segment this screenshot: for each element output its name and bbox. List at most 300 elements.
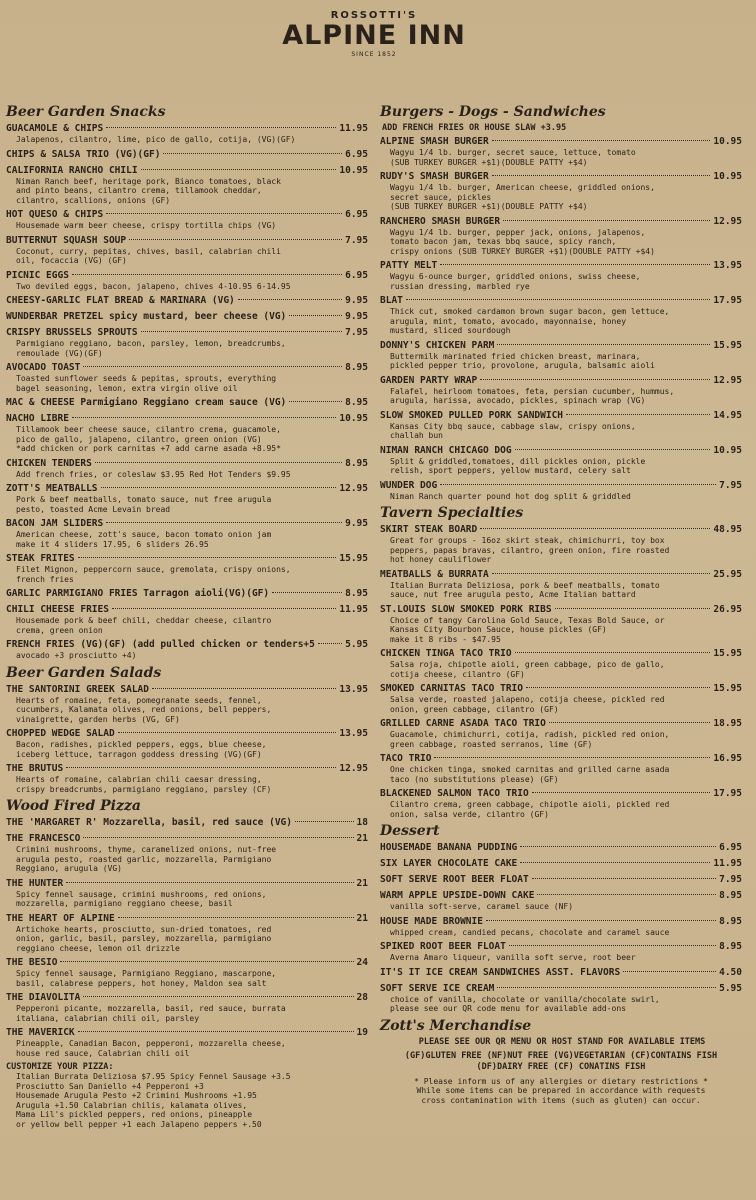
menu-item — [6, 878, 368, 909]
menu-item-price: 48.95 — [713, 524, 742, 535]
menu-item-price: 8.95 — [719, 890, 742, 901]
menu-item-name: THE DIAVOLITA — [6, 992, 81, 1003]
menu-item-price: 8.95 — [719, 941, 742, 952]
menu-item-name: HOUSEMADE BANANA PUDDING — [380, 842, 518, 853]
menu-item-row — [380, 295, 742, 307]
menu-item-price: 26.95 — [713, 603, 742, 615]
dot-leader — [106, 213, 342, 214]
dot-leader — [60, 961, 353, 962]
menu-item-row — [6, 588, 368, 600]
section-title-pizza: Wood Fired Pizza — [6, 798, 141, 814]
menu-item — [6, 1027, 368, 1058]
menu-item-name: ST.LOUIS SLOW SMOKED PORK RIBS — [380, 603, 552, 615]
menu-item-name: GUACAMOLE & CHIPS — [6, 123, 104, 134]
section-title-snacks: Beer Garden Snacks — [6, 104, 166, 120]
menu-item — [6, 957, 368, 988]
menu-item-row — [380, 874, 742, 886]
dot-leader — [555, 608, 711, 609]
menu-item — [380, 410, 742, 441]
menu-item — [6, 413, 368, 454]
menu-item-desc: Wagyu 1/4 lb. burger, secret sauce, lettuce, tomato (SUB TURKEY BURGER +$1)(DOUBLE PATTY +$4) — [390, 148, 636, 167]
menu-item-price: 10.95 — [713, 171, 742, 182]
menu-item — [380, 874, 742, 886]
menu-item-row — [6, 123, 368, 135]
menu-item-price: 11.95 — [339, 123, 368, 134]
menu-item — [380, 941, 742, 963]
menu-item — [380, 136, 742, 167]
menu-item-row — [6, 311, 368, 323]
menu-item — [6, 728, 368, 759]
menu-item-desc: Guacamole, chimichurri, cotija, radish, pickled red onion, green cabbage, roasted serranos, lime (GF) — [390, 730, 670, 749]
menu-item-desc: Falafel, heirloom tomatoes, feta, persian cucumber, hummus, arugula, harissa, avocado, pickles, spinach wrap (VG) — [390, 386, 675, 405]
menu-item — [6, 588, 368, 600]
menu-item-row — [6, 397, 368, 409]
dot-leader — [492, 140, 711, 141]
menu-item — [6, 270, 368, 292]
menu-item — [380, 890, 742, 912]
menu-item-row — [380, 136, 742, 148]
salads-list — [6, 684, 368, 795]
menu-item-row — [6, 763, 368, 775]
menu-item-row — [6, 165, 368, 177]
dot-leader — [532, 878, 716, 879]
dot-leader — [509, 945, 716, 946]
menu-item-name: WARM APPLE UPSIDE-DOWN CAKE — [380, 890, 535, 901]
menu-item-name: WUNDER DOG — [380, 479, 438, 491]
menu-item-row — [6, 362, 368, 374]
menu-item-desc: Wagyu 6-ounce burger, griddled onions, swiss cheese, russian dressing, marbled rye — [390, 272, 641, 291]
menu-item-desc: Wagyu 1/4 lb. burger, American cheese, griddled onions, secret sauce, pickles (SUB TURKEY BURGER +$1)(DOUBLE PATTY +$4) — [390, 183, 655, 211]
menu-item — [6, 684, 368, 725]
menu-item-row — [6, 458, 368, 470]
menu-item-name: THE SANTORINI GREEK SALAD — [6, 683, 149, 695]
menu-item-row — [6, 518, 368, 530]
menu-item-row — [380, 410, 742, 422]
menu-item-name: THE 'MARGARET R' Mozzarella, basil, red sauce (VG) — [6, 817, 292, 828]
menu-item-price: 11.95 — [713, 858, 742, 869]
dot-leader — [163, 153, 342, 154]
menu-item — [380, 480, 742, 502]
menu-item-row — [6, 149, 368, 161]
dot-leader — [549, 722, 711, 723]
menu-item — [380, 842, 742, 854]
menu-item-desc: Spicy fennel sausage, Parmigiano Reggiano, mascarpone, basil, calabrese peppers, hot honey, Maldon sea salt — [16, 969, 277, 988]
section-title-tavern: Tavern Specialties — [380, 505, 524, 521]
menu-item-name: CHEESY-GARLIC FLAT BREAD & MARINARA (VG) — [6, 295, 235, 306]
menu-item-row — [380, 718, 742, 730]
menu-item-name: SMOKED CARNITAS TACO TRIO — [380, 683, 523, 694]
menu-item-row — [380, 941, 742, 953]
menu-item-price: 7.95 — [345, 327, 368, 338]
dot-leader — [106, 127, 336, 128]
dot-leader — [497, 987, 716, 988]
menu-item — [380, 295, 742, 336]
menu-item-price: 12.95 — [713, 215, 742, 227]
menu-item-row — [380, 216, 742, 228]
menu-item-row — [380, 480, 742, 492]
menu-item-name: FRENCH FRIES (VG)(GF) (add pulled chicken or tenders+5 — [6, 639, 315, 650]
dot-leader — [83, 366, 342, 367]
menu-item-price: 9.95 — [345, 311, 368, 322]
menu-item-name: PATTY MELT — [380, 260, 438, 271]
menu-item-name: RANCHERO SMASH BURGER — [380, 215, 501, 227]
menu-item-name: CALIFORNIA RANCHO CHILI — [6, 164, 138, 176]
menu-item-row — [380, 967, 742, 979]
dot-leader — [434, 757, 710, 758]
menu-item-name: ZOTT'S MEATBALLS — [6, 483, 98, 494]
menu-item-price: 5.95 — [719, 982, 742, 994]
menu-item-price: 8.95 — [345, 397, 368, 408]
section-title-merch: Zott's Merchandise — [380, 1017, 532, 1034]
menu-item — [380, 858, 742, 870]
dot-leader — [83, 996, 353, 997]
menu-item-name: GARDEN PARTY WRAP — [380, 374, 478, 386]
dot-leader — [515, 449, 711, 450]
menu-item-name: THE BRUTUS — [6, 763, 64, 774]
menu-item-name: ALPINE SMASH BURGER — [380, 136, 489, 147]
menu-item-name: BLAT — [380, 295, 403, 306]
menu-item-desc: Hearts of romaine, calabrian chili caesar dressing, crispy breadcrumbs, parmigiano reggiano, parsley (CF) — [16, 775, 272, 794]
menu-item-desc: Parmigiano reggiano, bacon, parsley, lemon, breadcrumbs, remoulade (VG)(GF) — [16, 339, 286, 358]
menu-item-desc: Hearts of romaine, feta, pomegranate seeds, fennel, cucumbers, Kalamata olives, red onions, bell peppers, vinaigrette, garden herbs (VG, GF) — [16, 695, 272, 724]
menu-item-desc: Artichoke hearts, prosciutto, sun-dried tomatoes, red onion, garlic, basil, parsley, mozzarella, parmigiano reggiano cheese, lemon oil drizzle — [16, 924, 272, 953]
menu-item-row — [380, 983, 742, 995]
menu-item-desc: Bacon, radishes, pickled peppers, eggs, blue cheese, iceberg lettuce, tarragon goddess dressing (VG)(GF) — [16, 740, 267, 759]
menu-item-price: 13.95 — [339, 683, 368, 695]
menu-item-price: 6.95 — [345, 148, 368, 160]
menu-item-desc: Toasted sunflower seeds & pepitas, sprouts, everything bagel seasoning, lemon, extra virgin olive oil — [16, 374, 277, 393]
menu-item-price: 12.95 — [339, 763, 368, 774]
dot-leader — [78, 557, 337, 558]
menu-item-price: 24 — [356, 957, 368, 968]
menu-item-name: NACHO LIBRE — [6, 413, 69, 424]
menu-item-row — [380, 858, 742, 870]
menu-item-price: 28 — [356, 992, 368, 1003]
menu-item-desc: Niman Ranch quarter pound hot dog split & griddled — [390, 491, 631, 501]
menu-item-price: 21 — [356, 877, 368, 889]
dot-leader — [238, 299, 342, 300]
menu-item-desc: Jalapenos, cilantro, lime, pico de gallo, cotija, (VG)(GF) — [16, 135, 296, 144]
menu-item-price: 9.95 — [345, 295, 368, 306]
menu-item-price: 14.95 — [713, 409, 742, 421]
menu-item — [6, 397, 368, 409]
menu-item — [380, 983, 742, 1014]
dot-leader — [141, 331, 343, 332]
menu-item-row — [6, 295, 368, 307]
dot-leader — [520, 862, 710, 863]
menu-item-desc: Pineapple, Canadian Bacon, pepperoni, mozzarella cheese, house red sauce, Calabrian chili oil — [16, 1039, 286, 1058]
menu-item-price: 9.95 — [345, 518, 368, 529]
merch-note: PLEASE SEE OUR QR MENU OR HOST STAND FOR AVAILABLE ITEMS — [418, 1036, 706, 1047]
menu-item-name: NIMAN RANCH CHICAGO DOG — [380, 444, 512, 456]
menu-item-desc: Salsa roja, chipotle aioli, green cabbage, pico de gallo, cotija cheese, cilantro (GF) — [390, 660, 665, 679]
menu-item-desc: Add french fries, or coleslaw $3.95 Red Hot Tenders $9.95 — [16, 469, 291, 479]
dot-leader — [480, 528, 710, 529]
menu-item-name: BUTTERNUT SQUASH SOUP — [6, 234, 127, 246]
menu-item — [380, 171, 742, 212]
menu-item-desc: Two deviled eggs, bacon, jalapeno, chives 4-10.95 6-14.95 — [16, 281, 291, 291]
menu-item-desc: whipped cream, candied pecans, chocolate and caramel sauce — [390, 927, 670, 937]
menu-item — [380, 683, 742, 714]
menu-item-desc: Spicy fennel sausage, crimini mushrooms, red onions, mozzarella, parmigiano reggiano cheese, basil — [16, 889, 267, 908]
dot-leader — [537, 894, 716, 895]
menu-item-row — [380, 569, 742, 581]
dot-leader — [566, 414, 710, 415]
menu-item-name: THE FRANCESCO — [6, 833, 81, 844]
menu-item-desc: Crimini mushrooms, thyme, caramelized onions, nut-free arugula pesto, roasted garlic, mozzarella, Parmigiano Reggiano, arugula (VG) — [16, 845, 277, 873]
menu-item-desc: Thick cut, smoked cardamon brown sugar bacon, gem lettuce, arugula, mint, tomato, avocado, mayonnaise, honey mustard, sliced sourdough — [390, 307, 670, 335]
brand-top-text: ROSSOTTI'S — [330, 10, 418, 21]
menu-item-row — [6, 684, 368, 696]
dot-leader — [78, 1031, 354, 1032]
customize-pizza-title: CUSTOMIZE YOUR PIZZA: — [6, 1062, 114, 1072]
menu-item-row — [6, 817, 368, 829]
dot-leader — [72, 417, 336, 418]
dot-leader — [492, 573, 711, 574]
menu-item — [380, 753, 742, 784]
menu-item-row — [6, 878, 368, 890]
menu-item-price: 12.95 — [339, 483, 368, 494]
right-column — [380, 102, 742, 1129]
menu-item — [380, 260, 742, 291]
dot-leader — [101, 487, 337, 488]
menu-item-desc: Choice of tangy Carolina Gold Sauce, Texas Bold Sauce, or Kansas City Bourbon Sauce, house pickles (GF) make it 8 ribs - $47.95 — [390, 615, 665, 644]
dot-leader — [295, 821, 354, 822]
menu-item — [380, 569, 742, 600]
menu-item-price: 18.95 — [713, 718, 742, 729]
menu-item-desc: Housemade warm beer cheese, crispy tortilla chips (VG) — [16, 221, 277, 230]
menu-item-row — [6, 957, 368, 969]
menu-item-row — [6, 913, 368, 925]
menu-item-name: BLACKENED SALMON TACO TRIO — [380, 788, 529, 799]
menu-item — [6, 235, 368, 266]
dot-leader — [520, 846, 716, 847]
menu-item-price: 10.95 — [713, 136, 742, 147]
menu-item — [6, 763, 368, 794]
dot-leader — [272, 592, 342, 593]
section-title-dessert: Dessert — [380, 823, 440, 839]
dot-leader — [532, 792, 711, 793]
menu-item-desc: Pork & beef meatballs, tomato sauce, nut free arugula pesto, toasted Acme Levain bread — [16, 495, 272, 514]
dot-leader — [526, 687, 710, 688]
menu-item — [6, 817, 368, 829]
menu-item-name: SOFT SERVE ROOT BEER FLOAT — [380, 874, 529, 885]
menu-item-name: HOUSE MADE BROWNIE — [380, 915, 483, 927]
menu-item — [6, 992, 368, 1023]
menu-item-name: CHIPS & SALSA TRIO (VG)(GF) — [6, 148, 161, 160]
dessert-list — [380, 842, 742, 1014]
menu-item-name: WUNDERBAR PRETZEL spicy mustard, beer cheese (VG) — [6, 311, 287, 322]
menu-item-row — [380, 524, 742, 536]
dot-leader — [503, 220, 710, 221]
menu-item-name: SIX LAYER CHOCOLATE CAKE — [380, 858, 518, 869]
menu-item-desc: Tillamook beer cheese sauce, cilantro crema, guacamole, pico de gallo, jalapeno, cilantro, green onion (VG) *add chicken or pork carnitas +7 add carne asada +8.95* — [16, 425, 281, 453]
menu-item — [6, 604, 368, 635]
menu-item-name: DONNY'S CHICKEN PARM — [380, 339, 495, 351]
menu-item-row — [6, 639, 368, 651]
menu-item-price: 13.95 — [713, 260, 742, 271]
menu-item — [6, 295, 368, 307]
menu-item-desc: Buttermilk marinated fried chicken breast, marinara, pickled pepper trio, provolone, arugula, balsamic aioli — [390, 351, 655, 370]
menu-item-row — [6, 992, 368, 1004]
menu-item — [6, 123, 368, 145]
menu-item — [6, 311, 368, 323]
menu-item-name: THE BESIO — [6, 957, 58, 968]
menu-item-row — [380, 890, 742, 902]
menu-item-price: 10.95 — [339, 164, 368, 176]
menu-item — [6, 458, 368, 480]
menu-item-name: IT'S IT ICE CREAM SANDWICHES ASST. FLAVORS — [380, 966, 621, 978]
menu-item-desc: Split & griddled,tomatoes, dill pickles onion, pickle relish, sport peppers, yellow mustard, celery salt — [390, 456, 646, 475]
menu-item-name: THE HUNTER — [6, 877, 64, 889]
dot-leader — [66, 767, 336, 768]
menu-item-name: TACO TRIO — [380, 753, 432, 764]
menu-item — [380, 916, 742, 938]
menu-item — [380, 340, 742, 371]
menu-item-desc: Housemade pork & beef chili, cheddar cheese, cilantro crema, green onion — [16, 616, 272, 635]
pizza-list — [6, 817, 368, 1058]
dot-leader — [72, 274, 342, 275]
customize-pizza-desc: Italian Burrata Deliziosa $7.95 Spicy Fennel Sausage +3.5 Prosciutto San Daniello +4 Pepperoni +3 Housemade Arugula Pesto +2 Crimini Mushrooms +1.95 Arugula +1.50 Calabrian chilis, kalamata olives, Mama Lil's pickled peppers, red onions, pineapple or yellow bell pepper +1 each Jalapeno peppers +.50 — [16, 1072, 291, 1129]
dot-leader — [497, 344, 710, 345]
menu-item-row — [380, 171, 742, 183]
dot-leader — [623, 971, 716, 972]
dot-leader — [118, 732, 337, 733]
menu-item-price: 7.95 — [719, 479, 742, 491]
menu-item-name: CHILI CHEESE FRIES — [6, 604, 109, 615]
menu-item-name: GRILLED CARNE ASADA TACO TRIO — [380, 718, 546, 729]
dot-leader — [141, 169, 337, 170]
allergy-note: * Please inform us of any allergies or dietary restrictions * While some items can be prepared in accordance with requests cross contamination with items (such as gluten) can occur. — [414, 1076, 708, 1105]
menu-item-desc: Italian Burrata Deliziosa, pork & beef meatballs, tomato sauce, nut free arugula pesto, Acme Italian battard — [390, 580, 660, 599]
menu-item-desc: Salsa verde, roasted jalapeno, cotija cheese, pickled red onion, green cabbage, cilantro (GF) — [390, 695, 665, 714]
menu-item-row — [6, 270, 368, 282]
menu-item — [6, 553, 368, 584]
snacks-list — [6, 123, 368, 661]
brand-title: ALPINE INN — [282, 20, 466, 51]
dot-leader — [289, 315, 342, 316]
dot-leader — [318, 643, 342, 644]
menu-item — [380, 375, 742, 406]
menu-item-row — [380, 842, 742, 854]
menu-item-price: 15.95 — [713, 339, 742, 351]
menu-item — [6, 639, 368, 661]
menu-item — [380, 445, 742, 476]
menu-item-row — [6, 235, 368, 247]
section-title-salads: Beer Garden Salads — [6, 664, 162, 681]
menu-item — [380, 524, 742, 565]
menu-item-desc: Kansas City bbq sauce, cabbage slaw, crispy onions, challah bun — [390, 421, 636, 440]
left-column — [6, 102, 368, 1129]
menu-item-name: MAC & CHEESE Parmigiano Reggiano cream sauce (VG) — [6, 397, 287, 408]
menu-item-name: AVOCADO TOAST — [6, 362, 81, 373]
menu-item-row — [380, 445, 742, 457]
menu-item-price: 19 — [356, 1027, 368, 1038]
menu-item — [380, 967, 742, 979]
menu-item-name: PICNIC EGGS — [6, 269, 69, 281]
dot-leader — [289, 401, 342, 402]
menu-item — [380, 648, 742, 679]
menu-item — [6, 165, 368, 206]
menu-item-name: MEATBALLS & BURRATA — [380, 568, 489, 580]
menu-item-price: 15.95 — [713, 683, 742, 694]
menu-item-row — [380, 753, 742, 765]
menu-item-price: 13.95 — [339, 728, 368, 739]
menu-item-row — [6, 209, 368, 221]
menu-item-desc: One chicken tinga, smoked carnitas and grilled carne asada taco (no substitutions please) (GF) — [390, 765, 670, 784]
menu-item-name: THE MAVERICK — [6, 1027, 75, 1038]
menu-item-name: CHOPPED WEDGE SALAD — [6, 728, 115, 739]
menu-item-price: 4.50 — [719, 966, 742, 978]
menu-item-price: 10.95 — [713, 444, 742, 456]
menu-item-desc: choice of vanilla, chocolate or vanilla/chocolate swirl, please see our QR code menu for available add-ons — [390, 994, 660, 1013]
menu-item-price: 11.95 — [339, 604, 368, 615]
menu-item — [6, 913, 368, 954]
menu-item-row — [380, 340, 742, 352]
menu-item-name: GARLIC PARMIGIANO FRIES Tarragon aioli(VG)(GF) — [6, 588, 270, 599]
menu-item-price: 15.95 — [339, 553, 368, 564]
menu-item — [6, 327, 368, 358]
menu-item-price: 21 — [356, 833, 368, 844]
dot-leader — [112, 608, 336, 609]
dot-leader — [515, 652, 711, 653]
menu-item-row — [380, 260, 742, 272]
menu-item-price: 6.95 — [345, 209, 368, 220]
dot-leader — [480, 379, 710, 380]
menu-item-row — [6, 604, 368, 616]
menu-item-price: 7.95 — [719, 874, 742, 885]
menu-item-name: THE HEART OF ALPINE — [6, 912, 115, 924]
menu-item-price: 8.95 — [345, 362, 368, 373]
menu-item-desc: Niman Ranch beef, heritage pork, Bianco tomatoes, black and pinto beans, cilantro crema, tillamook cheddar, cilantro, scallions, onions (GF) — [16, 176, 281, 205]
dot-leader — [406, 299, 711, 300]
menu-item-name: STEAK FRITES — [6, 553, 75, 564]
menu-item-price: 25.95 — [713, 568, 742, 580]
menu-item-desc: Averna Amaro liqueur, vanilla soft serve, root beer — [390, 953, 636, 962]
dot-leader — [95, 462, 342, 463]
menu-item — [380, 718, 742, 749]
menu-item-row — [380, 683, 742, 695]
menu-item-name: SKIRT STEAK BOARD — [380, 524, 478, 535]
menu-item-row — [6, 413, 368, 425]
menu-item-price: 21 — [356, 912, 368, 924]
menu-item-row — [6, 1027, 368, 1039]
menu-item — [6, 362, 368, 393]
menu-item-name: CRISPY BRUSSELS SPROUTS — [6, 327, 138, 338]
menu-item — [380, 216, 742, 257]
menu-item-name: RUDY'S SMASH BURGER — [380, 171, 489, 182]
menu-item-desc: Cilantro crema, green cabbage, chipotle aioli, pickled red onion, salsa verde, cilantro (GF) — [390, 800, 670, 819]
menu-item-row — [380, 604, 742, 616]
menu-item — [6, 483, 368, 514]
menu-item-desc: Pepperoni picante, mozzarella, basil, red sauce, burrata italiana, calabrian chili oil, parsley — [16, 1004, 286, 1023]
section-title-burgers: Burgers - Dogs - Sandwiches — [380, 104, 606, 120]
menu-item — [380, 604, 742, 645]
menu-item-row — [6, 327, 368, 339]
tavern-list — [380, 524, 742, 819]
menu-item-price: 8.95 — [345, 457, 368, 469]
dot-leader — [129, 239, 342, 240]
menu-item-name: BACON JAM SLIDERS — [6, 518, 104, 529]
menu-item-price: 6.95 — [345, 269, 368, 281]
menu-item-name: SLOW SMOKED PULLED PORK SANDWICH — [380, 409, 564, 421]
menu-header — [6, 10, 742, 102]
menu-item — [380, 788, 742, 819]
burgers-list — [380, 136, 742, 501]
menu-item-name: CHICKEN TINGA TACO TRIO — [380, 648, 512, 659]
menu-item-price: 8.95 — [719, 915, 742, 927]
menu-item — [6, 518, 368, 549]
